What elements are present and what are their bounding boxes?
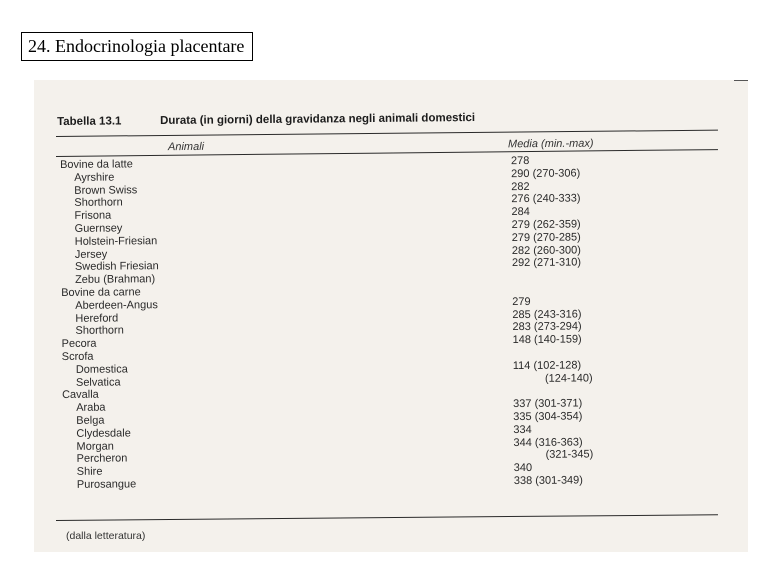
animal-name: Holstein-Friesian: [74, 234, 158, 248]
media-value: 292 (271-310): [511, 256, 582, 270]
animal-name: Shire: [76, 465, 103, 478]
animal-name: Shorthorn: [74, 196, 123, 210]
media-value: 282 (260-300): [511, 244, 581, 257]
media-value: 337 (301-371): [513, 397, 583, 411]
media-value: 344 (316-363): [513, 435, 583, 449]
media-value: 334: [513, 423, 532, 436]
media-value: 290 (270-306): [511, 167, 581, 180]
media-value: 284: [511, 206, 530, 219]
animal-name: Cavalla: [62, 389, 99, 402]
media-value: 283 (273-294): [512, 320, 582, 334]
scan-edge-mark: [734, 80, 748, 81]
media-value: 276 (240-333): [511, 192, 581, 206]
media-value: (321-345): [545, 448, 594, 462]
table-caption-text: Durata (in giorni) della gravidanza negli animali domestici: [159, 111, 476, 128]
animal-name: Hereford: [75, 312, 119, 325]
animal-name: Bovine da latte: [60, 158, 133, 171]
animal-name: Swedish Friesian: [74, 260, 159, 274]
media-value: 340: [513, 462, 533, 475]
animal-name: Scrofa: [61, 350, 94, 363]
media-value: 335 (304-354): [513, 410, 583, 423]
media-value: 279: [512, 295, 531, 308]
animal-name: Domestica: [75, 363, 128, 376]
column-header-media: Media (min.-max): [507, 137, 594, 151]
slide-title: 24. Endocrinologia placentare: [21, 32, 253, 61]
animal-name: Zebu (Brahman): [75, 273, 156, 287]
animal-name: Selvatica: [75, 376, 121, 389]
media-value: (124-140): [544, 371, 593, 385]
table-label: Tabella 13.1: [57, 115, 122, 128]
animal-name: Shorthorn: [75, 324, 124, 338]
animal-name: Pecora: [61, 337, 97, 351]
animal-name: Aberdeen-Angus: [75, 298, 158, 312]
media-value: 279 (270-285): [511, 231, 581, 244]
media-value: 148 (140-159): [512, 333, 582, 347]
media-value: 114 (102-128): [512, 359, 582, 372]
animal-name: Morgan: [76, 440, 114, 453]
animal-name: Ayrshire: [74, 171, 115, 184]
animal-name: Clydesdale: [76, 427, 131, 440]
animal-name: Percheron: [76, 452, 128, 466]
footnote: (dalla letteratura): [66, 530, 146, 542]
media-value: 279 (262-359): [511, 218, 581, 232]
animal-name: Jersey: [74, 248, 108, 261]
table-body: [60, 154, 623, 492]
animal-name: Bovine da carne: [61, 286, 141, 299]
animal-name: Frisona: [74, 209, 112, 223]
animal-name: Belga: [76, 414, 105, 427]
media-value: 338 (301-349): [513, 474, 583, 487]
animal-name: Guernsey: [74, 222, 123, 235]
media-value: 278: [510, 154, 530, 168]
media-value: 285 (243-316): [512, 308, 582, 321]
animal-name: Araba: [76, 401, 106, 415]
column-header-animals: Animali: [167, 140, 205, 154]
animal-name: Purosangue: [76, 478, 137, 491]
media-value: 282: [511, 180, 530, 193]
animal-name: Brown Swiss: [74, 183, 138, 197]
